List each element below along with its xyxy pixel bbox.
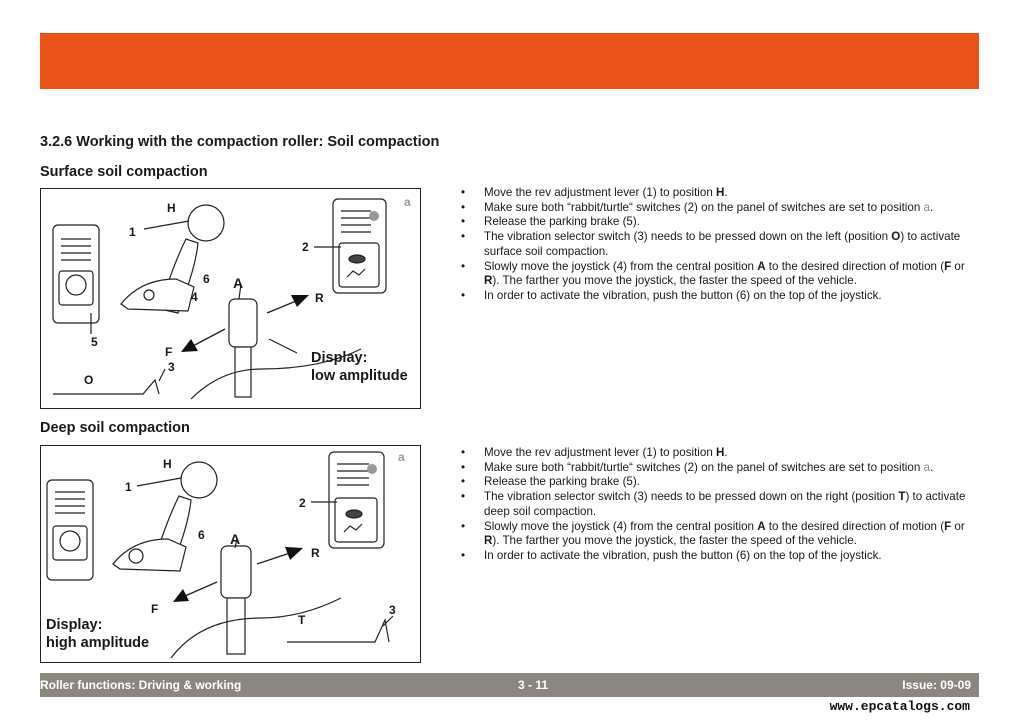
label-6: 6 — [203, 272, 210, 286]
list-item: • Slowly move the joystick (4) from the central position A to the desired direction of motion (F or R). The farther you move the joystick, the faster the speed of the vehicle. — [461, 260, 981, 289]
display-caption-line2: low amplitude — [311, 368, 408, 384]
label-3: 3 — [389, 603, 396, 617]
label-f: F — [165, 345, 173, 359]
deep-instructions — [461, 446, 981, 564]
label-6: 6 — [198, 528, 205, 542]
page-footer — [40, 673, 979, 697]
display-caption-line1: Display: — [46, 617, 103, 633]
label-h: H — [167, 201, 176, 215]
display-caption — [46, 616, 149, 652]
label-2: 2 — [302, 240, 309, 254]
list-item: • Make sure both “rabbit/turtle“ switches (2) on the panel of switches are set to position a. — [461, 461, 981, 476]
surface-heading: Surface soil compaction — [40, 164, 208, 180]
label-2: 2 — [299, 496, 306, 510]
list-item: • In order to activate the vibration, push the button (6) on the top of the joystick. — [461, 549, 981, 564]
list-item: • Release the parking brake (5). — [461, 475, 981, 490]
header-banner — [40, 33, 979, 89]
list-item: • The vibration selector switch (3) needs to be pressed down on the right (position T) to activate deep soil compaction. — [461, 490, 981, 519]
label-a-grey: a — [398, 450, 405, 464]
list-item: • Move the rev adjustment lever (1) to position H. — [461, 446, 981, 461]
list-item: • Release the parking brake (5). — [461, 215, 981, 230]
label-a-grey: a — [404, 195, 411, 209]
label-3: 3 — [168, 360, 175, 374]
deep-heading: Deep soil compaction — [40, 420, 190, 436]
label-1: 1 — [125, 480, 132, 494]
watermark: www.epcatalogs.com — [829, 699, 970, 714]
label-o: O — [84, 373, 94, 387]
label-a-position: A — [230, 531, 241, 547]
deep-figure — [40, 445, 421, 663]
footer-issue: Issue: 09-09 — [902, 678, 971, 692]
list-item: • Move the rev adjustment lever (1) to position H. — [461, 186, 981, 201]
footer-page-number: 3 - 11 — [518, 678, 549, 692]
label-f: F — [151, 602, 159, 616]
display-caption-line2: high amplitude — [46, 635, 150, 651]
label-r: R — [315, 291, 324, 305]
footer-chapter: Roller functions: Driving & working — [40, 678, 242, 692]
label-r: R — [311, 546, 320, 560]
section-title: 3.2.6 Working with the compaction roller: Soil compaction — [40, 134, 440, 150]
list-item: • Slowly move the joystick (4) from the central position A to the desired direction of motion (F or R). The farther you move the joystick, the faster the speed of the vehicle. — [461, 520, 981, 549]
label-h: H — [163, 457, 172, 471]
label-4: 4 — [191, 290, 198, 304]
label-1: 1 — [129, 225, 136, 239]
display-caption — [311, 349, 408, 385]
surface-instructions — [461, 186, 981, 304]
list-item: • The vibration selector switch (3) needs to be pressed down on the left (position O) to activate surface soil compaction. — [461, 230, 981, 259]
label-a-position: A — [233, 275, 244, 291]
surface-figure — [40, 188, 421, 409]
list-item: • In order to activate the vibration, push the button (6) on the top of the joystick. — [461, 289, 981, 304]
list-item: • Make sure both “rabbit/turtle“ switches (2) on the panel of switches are set to position a. — [461, 201, 981, 216]
label-5: 5 — [91, 335, 98, 349]
label-t: T — [298, 613, 306, 627]
display-caption-line1: Display: — [311, 350, 368, 366]
